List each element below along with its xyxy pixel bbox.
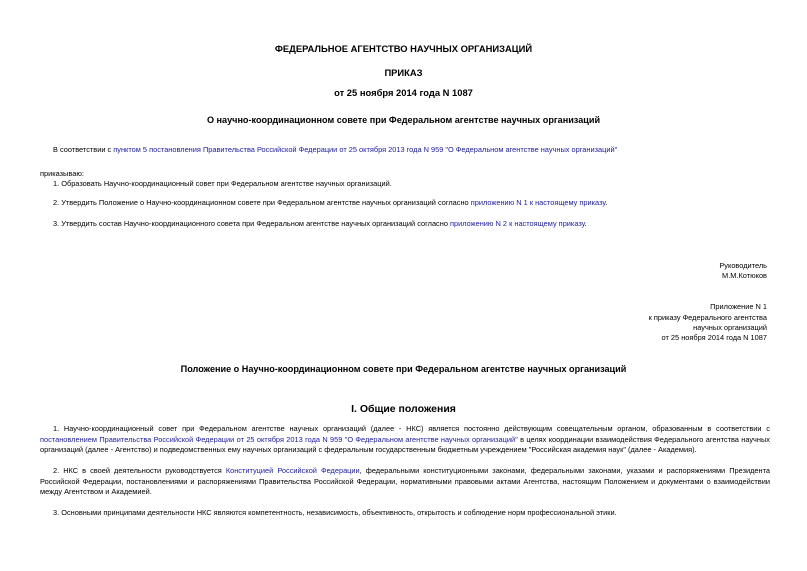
appendix-1-link[interactable]: приложению N 1 к настоящему приказу — [470, 198, 606, 207]
order-item-3-period: . — [584, 219, 587, 228]
appendix-2-link[interactable]: приложению N 2 к настоящему приказу — [450, 219, 585, 228]
order-item-2 — [53, 198, 607, 207]
paragraph-1-text-b: в целях координации взаимодействия Федерального агентства научных организаций (далее - Агентство) и подведомственных ему научных организаций с федеральным государственным бюджетным учреждением "Российская академия наук" (далее - Академия). — [40, 434, 771, 455]
paragraph-2-text-b: , федеральными конституционными законами, федеральными законами, указами и распоряжениями Президента Российской Федерации, постановлениями и распоряжениями Правительства Российской Федерации, нормативными правовыми актами Агентства, настоящим Положением и документами о взаимодействии между Агентством и Академией. — [40, 466, 771, 497]
constitution-link[interactable]: Конституцией Российской Федерации — [225, 466, 360, 475]
preamble — [53, 145, 617, 154]
document-type: ПРИКАЗ — [384, 67, 423, 78]
regulation-paragraph-2 — [40, 466, 770, 498]
appendix-ref-line-1: Приложение N 1 — [710, 302, 767, 311]
regulation-paragraph-1 — [40, 424, 770, 456]
appendix-ref-line-4: от 25 ноября 2014 года N 1087 — [661, 333, 767, 342]
regulation-title: Положение о Научно-координационном совете при Федеральном агентстве научных организаций — [180, 364, 627, 374]
appendix-ref-line-2: к приказу Федерального агентства — [648, 313, 767, 322]
order-item-2-period: . — [605, 198, 608, 207]
agency-heading: ФЕДЕРАЛЬНОЕ АГЕНТСТВО НАУЧНЫХ ОРГАНИЗАЦИЙ — [274, 43, 533, 54]
order-item-2-text: 2. Утвердить Положение о Научно-координационном совете при Федеральном агентстве научных организаций согласно — [53, 198, 471, 207]
preamble-decree-link[interactable]: пунктом 5 постановления Правительства Российской Федерации от 25 октября 2013 года N 959 "О Федеральном агентстве научных организаций" — [113, 145, 618, 154]
order-item-1: 1. Образовать Научно-координационный совет при Федеральном агентстве научных организаций. — [53, 179, 392, 188]
order-item-3 — [53, 219, 587, 228]
signature-name: М.М.Котюков — [722, 271, 767, 280]
preamble-prefix: В соответствии с — [53, 145, 114, 154]
appendix-ref-line-3: научных организаций — [693, 323, 767, 332]
paragraph-1-text-a: 1. Научно-координационный совет при Федеральном агентстве научных организаций (далее - НКС) является постоянно действующим совещательным органом, образованным в соответствии с — [53, 424, 770, 433]
signature-role: Руководитель — [719, 261, 767, 270]
document-subject: О научно-координационном совете при Федеральном агентстве научных организаций — [206, 115, 601, 125]
order-item-3-text: 3. Утвердить состав Научно-координационного совета при Федеральном агентстве научных организаций согласно — [53, 219, 450, 228]
regulation-paragraph-3: 3. Основными принципами деятельности НКС являются компетентность, независимость, объективность, открытость и соблюдение норм профессиональной этики. — [53, 508, 617, 517]
document-date-number: от 25 ноября 2014 года N 1087 — [334, 87, 473, 98]
paragraph-2-text-a: 2. НКС в своей деятельности руководствуется — [53, 466, 226, 475]
decree-959-link[interactable]: постановлением Правительства Российской Федерации от 25 октября 2013 года N 959 "О Федеральном агентстве научных организаций" — [40, 434, 518, 444]
order-word: приказываю: — [40, 169, 84, 178]
section-title: I. Общие положения — [351, 403, 456, 415]
